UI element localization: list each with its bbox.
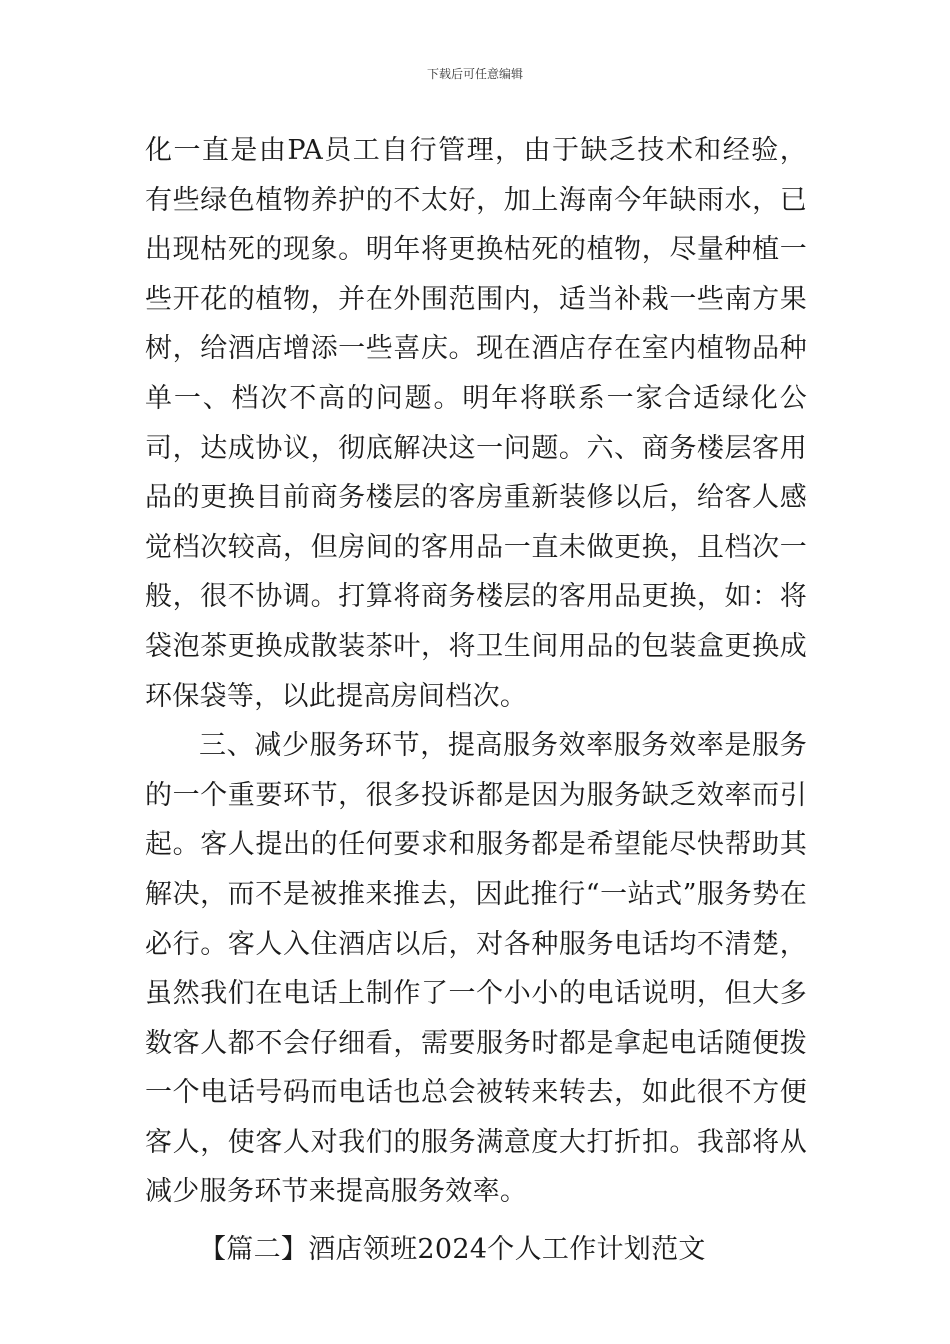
document-body bbox=[145, 126, 807, 1275]
page-header: 下载后可任意编辑 bbox=[426, 67, 523, 81]
paragraph-service-efficiency: 三、减少服务环节，提高服务效率服务效率是服务的一个重要环节，很多投诉都是因为服务缺乏效率而引起。客人提出的任何要求和服务都是希望能尽快帮助其解决，而不是被推来推去，因此推行“一站式”服务势在必行。客人入住酒店以后，对各种服务电话均不清楚，虽然我们在电话上制作了一个小小的电话说明，但大多数客人都不会仔细看，需要服务时都是拿起电话随便拨一个电话号码而电话也总会被转来转去，如此很不方便客人，使客人对我们的服务满意度大打折扣。我部将从减少服务环节来提高服务效率。 bbox=[145, 730, 807, 1208]
section-heading: 【篇二】酒店领班2024个人工作计划范文 bbox=[199, 1234, 706, 1266]
paragraph-greening-and-amenities: 化一直是由PA员工自行管理，由于缺乏技术和经验，有些绿色植物养护的不太好，加上海南今年缺雨水，已出现枯死的现象。明年将更换枯死的植物，尽量种植一些开花的植物，并在外围范围内，适当补栽一些南方果树，给酒店增添一些喜庆。现在酒店存在室内植物品种单一、档次不高的问题。明年将联系一家合适绿化公司，达成协议，彻底解决这一问题。六、商务楼层客用品的更换目前商务楼层的客房重新装修以后，给客人感觉档次较高，但房间的客用品一直未做更换，且档次一般，很不协调。打算将商务楼层的客用品更换，如：将袋泡茶更换成散装茶叶，将卫生间用品的包装盒更换成环保袋等，以此提高房间档次。 bbox=[145, 135, 807, 712]
